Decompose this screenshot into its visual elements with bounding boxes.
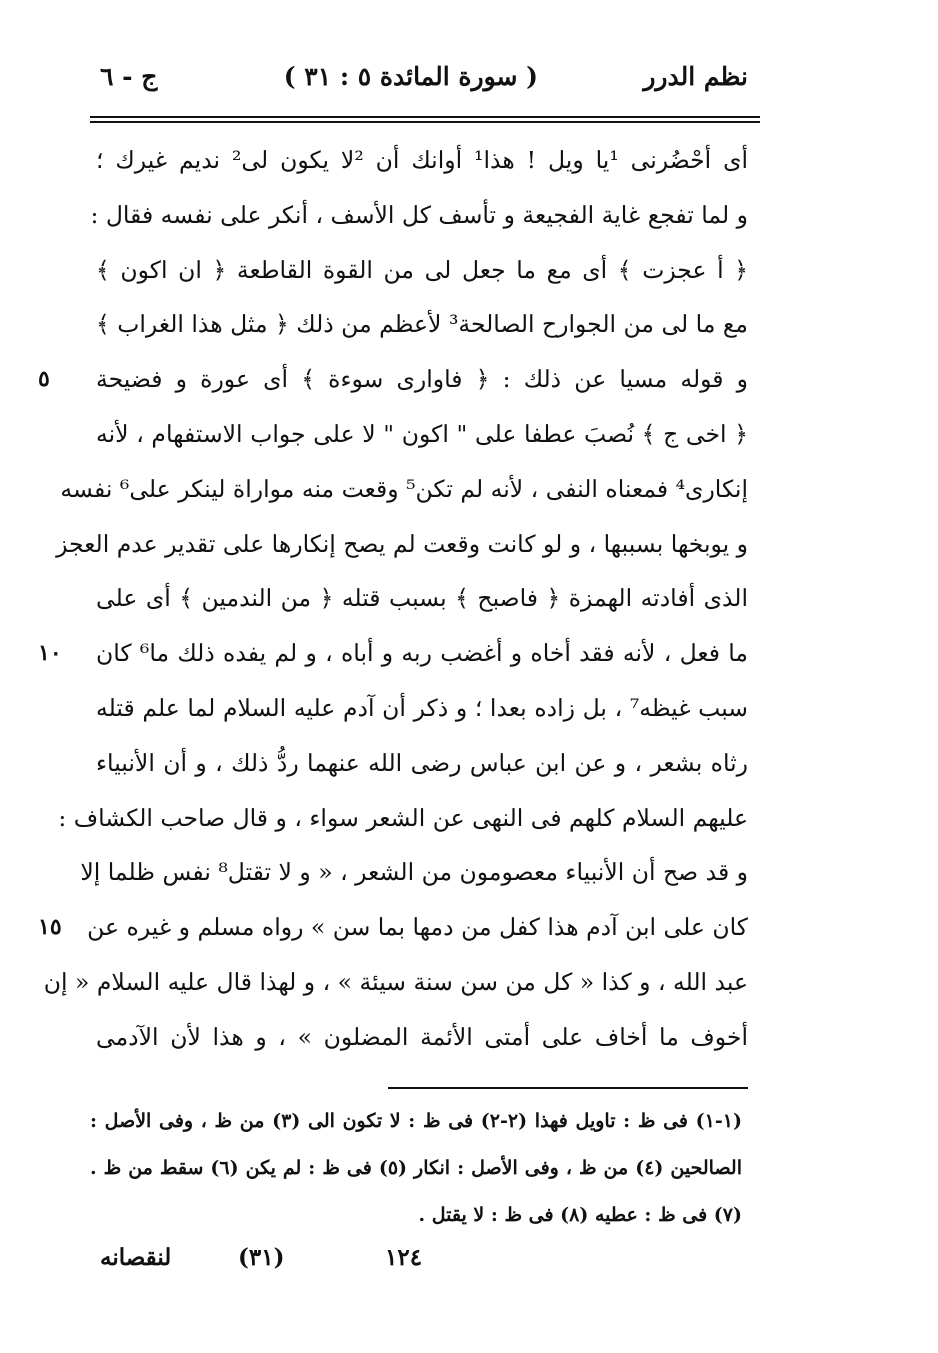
page-number: ١٢٤ (385, 1244, 423, 1271)
text-line-8 (56, 517, 748, 572)
running-header (90, 48, 760, 98)
line-text: ما فعل ، لأنه فقد أخاه و أغضب ربه و أباه ، و لم يفده ذلك ما⁶ كان (96, 639, 749, 668)
text-line-7 (60, 462, 748, 517)
line-text: عبد الله ، و كذا « كل من سن سنة سيئة » ، و لهذا قال عليه السلام « إن (43, 967, 748, 996)
line-text: أى أحْضُرنى ¹يا ويل ! هذا¹ أوانك أن ²لا يكون لى² نديم غيرك ؛ (96, 146, 749, 174)
line-text: ﴿ أ عجزت ﴾ أى مع ما جعل لى من القوة القاطعة ﴿ ان اكون ﴾ (96, 255, 748, 284)
text-line-9 (96, 571, 748, 626)
line-text: و يوبخها بسببها ، و لو كانت وقعت لم يصح إنكارها على تقدير عدم العجز (56, 529, 748, 558)
footnotes (90, 1098, 742, 1239)
text-line-13 (58, 791, 748, 846)
page-footer (0, 1238, 938, 1278)
line-text: و لما تفجع غاية الفجيعة و تأسف كل الأسف ، أنكر على نفسه فقال : (90, 200, 748, 229)
text-line-16 (43, 955, 748, 1010)
text-line-11 (96, 681, 748, 736)
text-line-14 (80, 845, 748, 900)
line-text: أخوف ما أخاف على أمتى الأئمة المضلون » ، و هذا لأن الآدمى (96, 1022, 748, 1051)
footnote-rule (388, 1087, 748, 1089)
main-text (38, 133, 749, 1065)
text-line-2 (90, 188, 748, 243)
surah-reference: ( سورة المائدة ٥ : ٣١ ) (283, 62, 538, 91)
part-number: (٣١) (238, 1244, 285, 1271)
line-text: مع ما لى من الجوارح الصالحة³ لأعظم من ذلك ﴿ مثل هذا الغراب ﴾ (96, 310, 748, 339)
line-text: كان على ابن آدم هذا كفل من دمها بما سن » رواه مسلم و غيره عن (87, 913, 748, 942)
line-text: سبب غيظه⁷ ، بل زاده بعدا ؛ و ذكر أن آدم عليه السلام لما علم قتله (96, 693, 748, 722)
text-line-15 (38, 900, 748, 955)
footnote-line-3: (٧) فى ظ : عطيه (٨) فى ظ : لا يقتل . (418, 1204, 742, 1226)
text-line-3 (96, 243, 748, 298)
line-text: و قوله مسيا عن ذلك : ﴿ فاوارى سوءة ﴾ أى عورة و فضيحة (96, 365, 748, 394)
text-line-1 (96, 133, 748, 188)
line-text: الذى أفادته الهمزة ﴿ فاصبح ﴾ بسبب قتله ﴿ من الندمين ﴾ أى على (96, 584, 748, 613)
line-number: ١٠ (38, 640, 62, 667)
text-line-17 (96, 1010, 748, 1065)
line-number: ٥ (38, 366, 50, 393)
line-text: و قد صح أن الأنبياء معصومون من الشعر ، « و لا تقتل⁸ نفس ظلما إلا (80, 858, 748, 887)
footnote-line-1: (١-١) فى ظ : تاويل فهذا (٢-٢) فى ظ : لا تكون الى (٣) من ظ ، وفى الأصل : (90, 1110, 742, 1132)
text-line-12 (96, 736, 748, 791)
text-line-4 (96, 297, 748, 352)
line-text: ﴿ اخى ج ﴾ نُصبَ عطفا على " اكون " لا على جواب الاستفهام ، لأنه (96, 419, 748, 448)
line-text: رثاه بشعر ، و عن ابن عباس رضى الله عنهما ردُّ ذلك ، و أن الأنبياء (96, 748, 748, 777)
text-line-5 (38, 352, 748, 407)
line-number: ١٥ (38, 914, 62, 941)
header-rule (90, 116, 760, 123)
line-text: إنكارى⁴ فمعناه النفى ، لأنه لم تكن⁵ وقعت منه مواراة لينكر على⁶ نفسه (60, 474, 748, 503)
footnote-line-2: الصالحين (٤) من ظ ، وفى الأصل : انكار (٥) فى ظ : لم يكن (٦) سقط من ظ . (90, 1157, 742, 1179)
volume-number: ج - ٦ (100, 62, 158, 91)
text-line-6 (96, 407, 748, 462)
book-title: نظم الدرر (643, 62, 748, 91)
catchword: لنقصانه (100, 1244, 172, 1271)
text-line-10 (38, 626, 749, 681)
line-text: عليهم السلام كلهم فى النهى عن الشعر سواء ، و قال صاحب الكشاف : (58, 803, 748, 832)
